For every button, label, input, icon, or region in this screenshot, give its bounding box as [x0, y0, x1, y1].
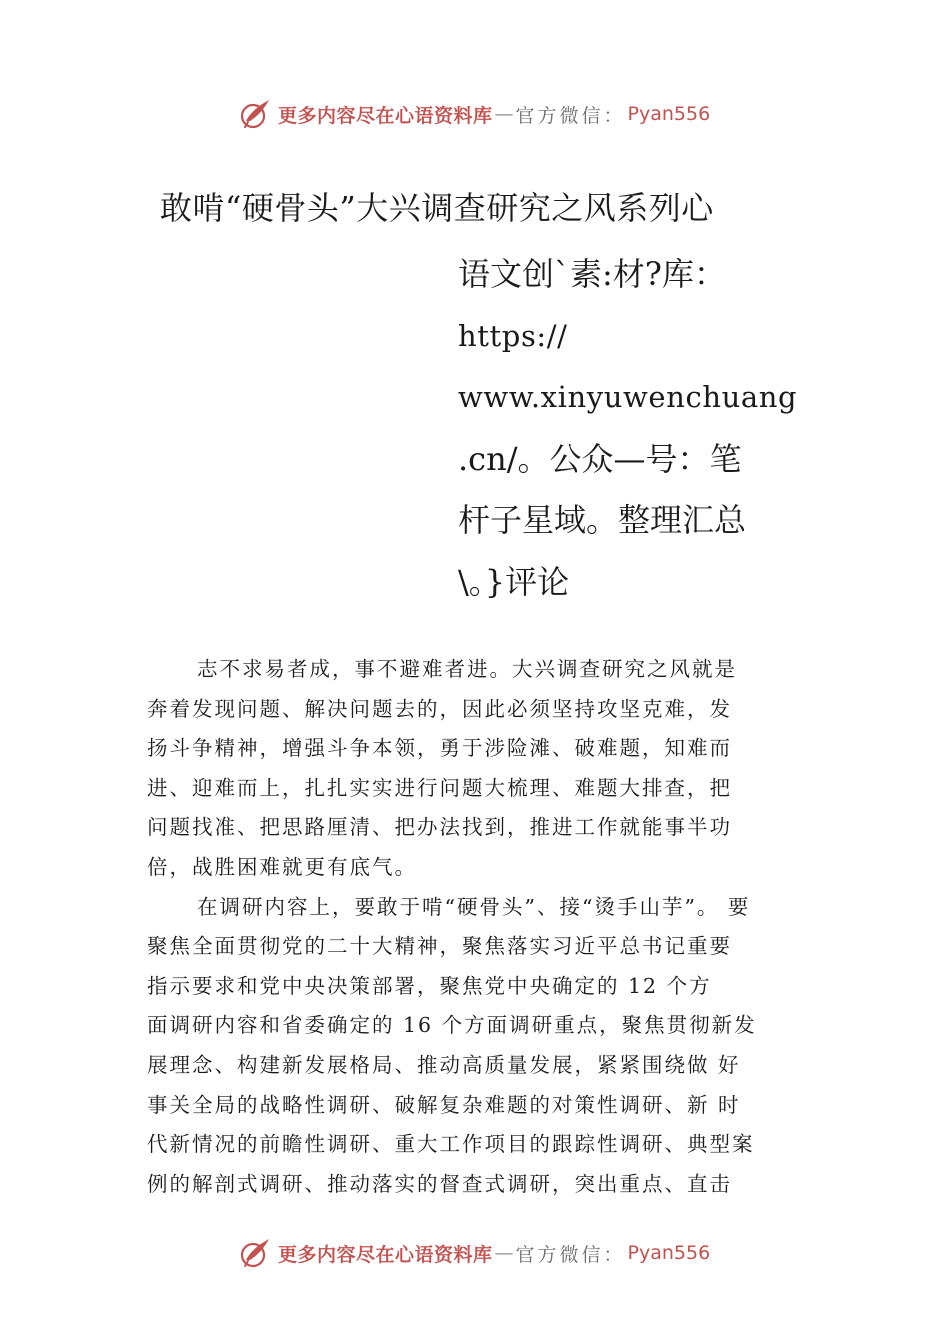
quill-logo-icon — [238, 97, 272, 131]
text-line: 问题找准、把思路厘清、把办法找到，推进工作就能事半功 — [147, 815, 732, 840]
header-banner — [238, 97, 758, 131]
banner-brand-text: 更多内容尽在心语资料库 — [278, 104, 493, 127]
text-line: 展理念、构建新发展格局、推动高质量发展，紧紧围绕做 好 — [147, 1052, 741, 1077]
title-line: .cn/。公众—号：笔 — [458, 439, 742, 478]
text-line: 指示要求和党中央决策部署，聚焦党中央确定的 12 个方 — [147, 973, 712, 998]
text-line: 志不求易者成，事不避难者进。大兴调查研究之风就是 — [197, 657, 737, 681]
title-line: 语文创`素:材?库： — [458, 255, 726, 293]
text-line: 倍，战胜困难就更有底气。 — [147, 854, 417, 879]
quill-logo-icon — [238, 1236, 272, 1270]
text-line: 在调研内容上，要敢于啃“硬骨头”、接“烫手山芋”。 要 — [197, 894, 751, 919]
text-line: 聚焦全面贯彻党的二十大精神，聚焦落实习近平总书记重要 — [147, 934, 732, 959]
document-title: 敢啃“硬骨头”大兴调查研究之风系列心 — [160, 189, 714, 227]
document-body — [147, 650, 837, 1204]
title-line: www.xinyuwenchuang — [458, 380, 798, 414]
banner-wechat-id: Pyan556 — [627, 103, 711, 125]
banner-wechat-id: Pyan556 — [627, 1242, 711, 1264]
banner-official-label: 官方微信： — [515, 104, 626, 127]
title-line: \。}评论 — [458, 562, 570, 601]
banner-official-label: 官方微信： — [515, 1243, 626, 1266]
title-line: 杆子星域。整理汇总 — [458, 501, 747, 539]
text-line: 代新情况的前瞻性调研、重大工作项目的跟踪性调研、典型案 — [147, 1132, 755, 1157]
text-line: 例的解剖式调研、推动落实的督查式调研，突出重点、直击 — [147, 1171, 732, 1196]
banner-brand-text: 更多内容尽在心语资料库 — [278, 1243, 493, 1266]
text-line: 事关全局的战略性调研、破解复杂难题的对策性调研、新 时 — [147, 1092, 741, 1117]
footer-banner — [238, 1236, 758, 1270]
banner-separator: — — [494, 103, 514, 125]
text-line: 进、迎难而上，扎扎实实进行问题大梳理、难题大排查，把 — [147, 775, 732, 800]
text-line: 扬斗争精神，增强斗争本领，勇于涉险滩、破难题，知难而 — [147, 736, 732, 761]
title-continuation — [458, 244, 798, 613]
text-line: 奔着发现问题、解决问题去的，因此必须坚持攻坚克难，发 — [147, 696, 732, 721]
banner-separator: — — [494, 1242, 514, 1264]
text-line: 面调研内容和省委确定的 16 个方面调研重点，聚焦贯彻新发 — [147, 1013, 757, 1038]
title-line: https:// — [458, 318, 568, 353]
